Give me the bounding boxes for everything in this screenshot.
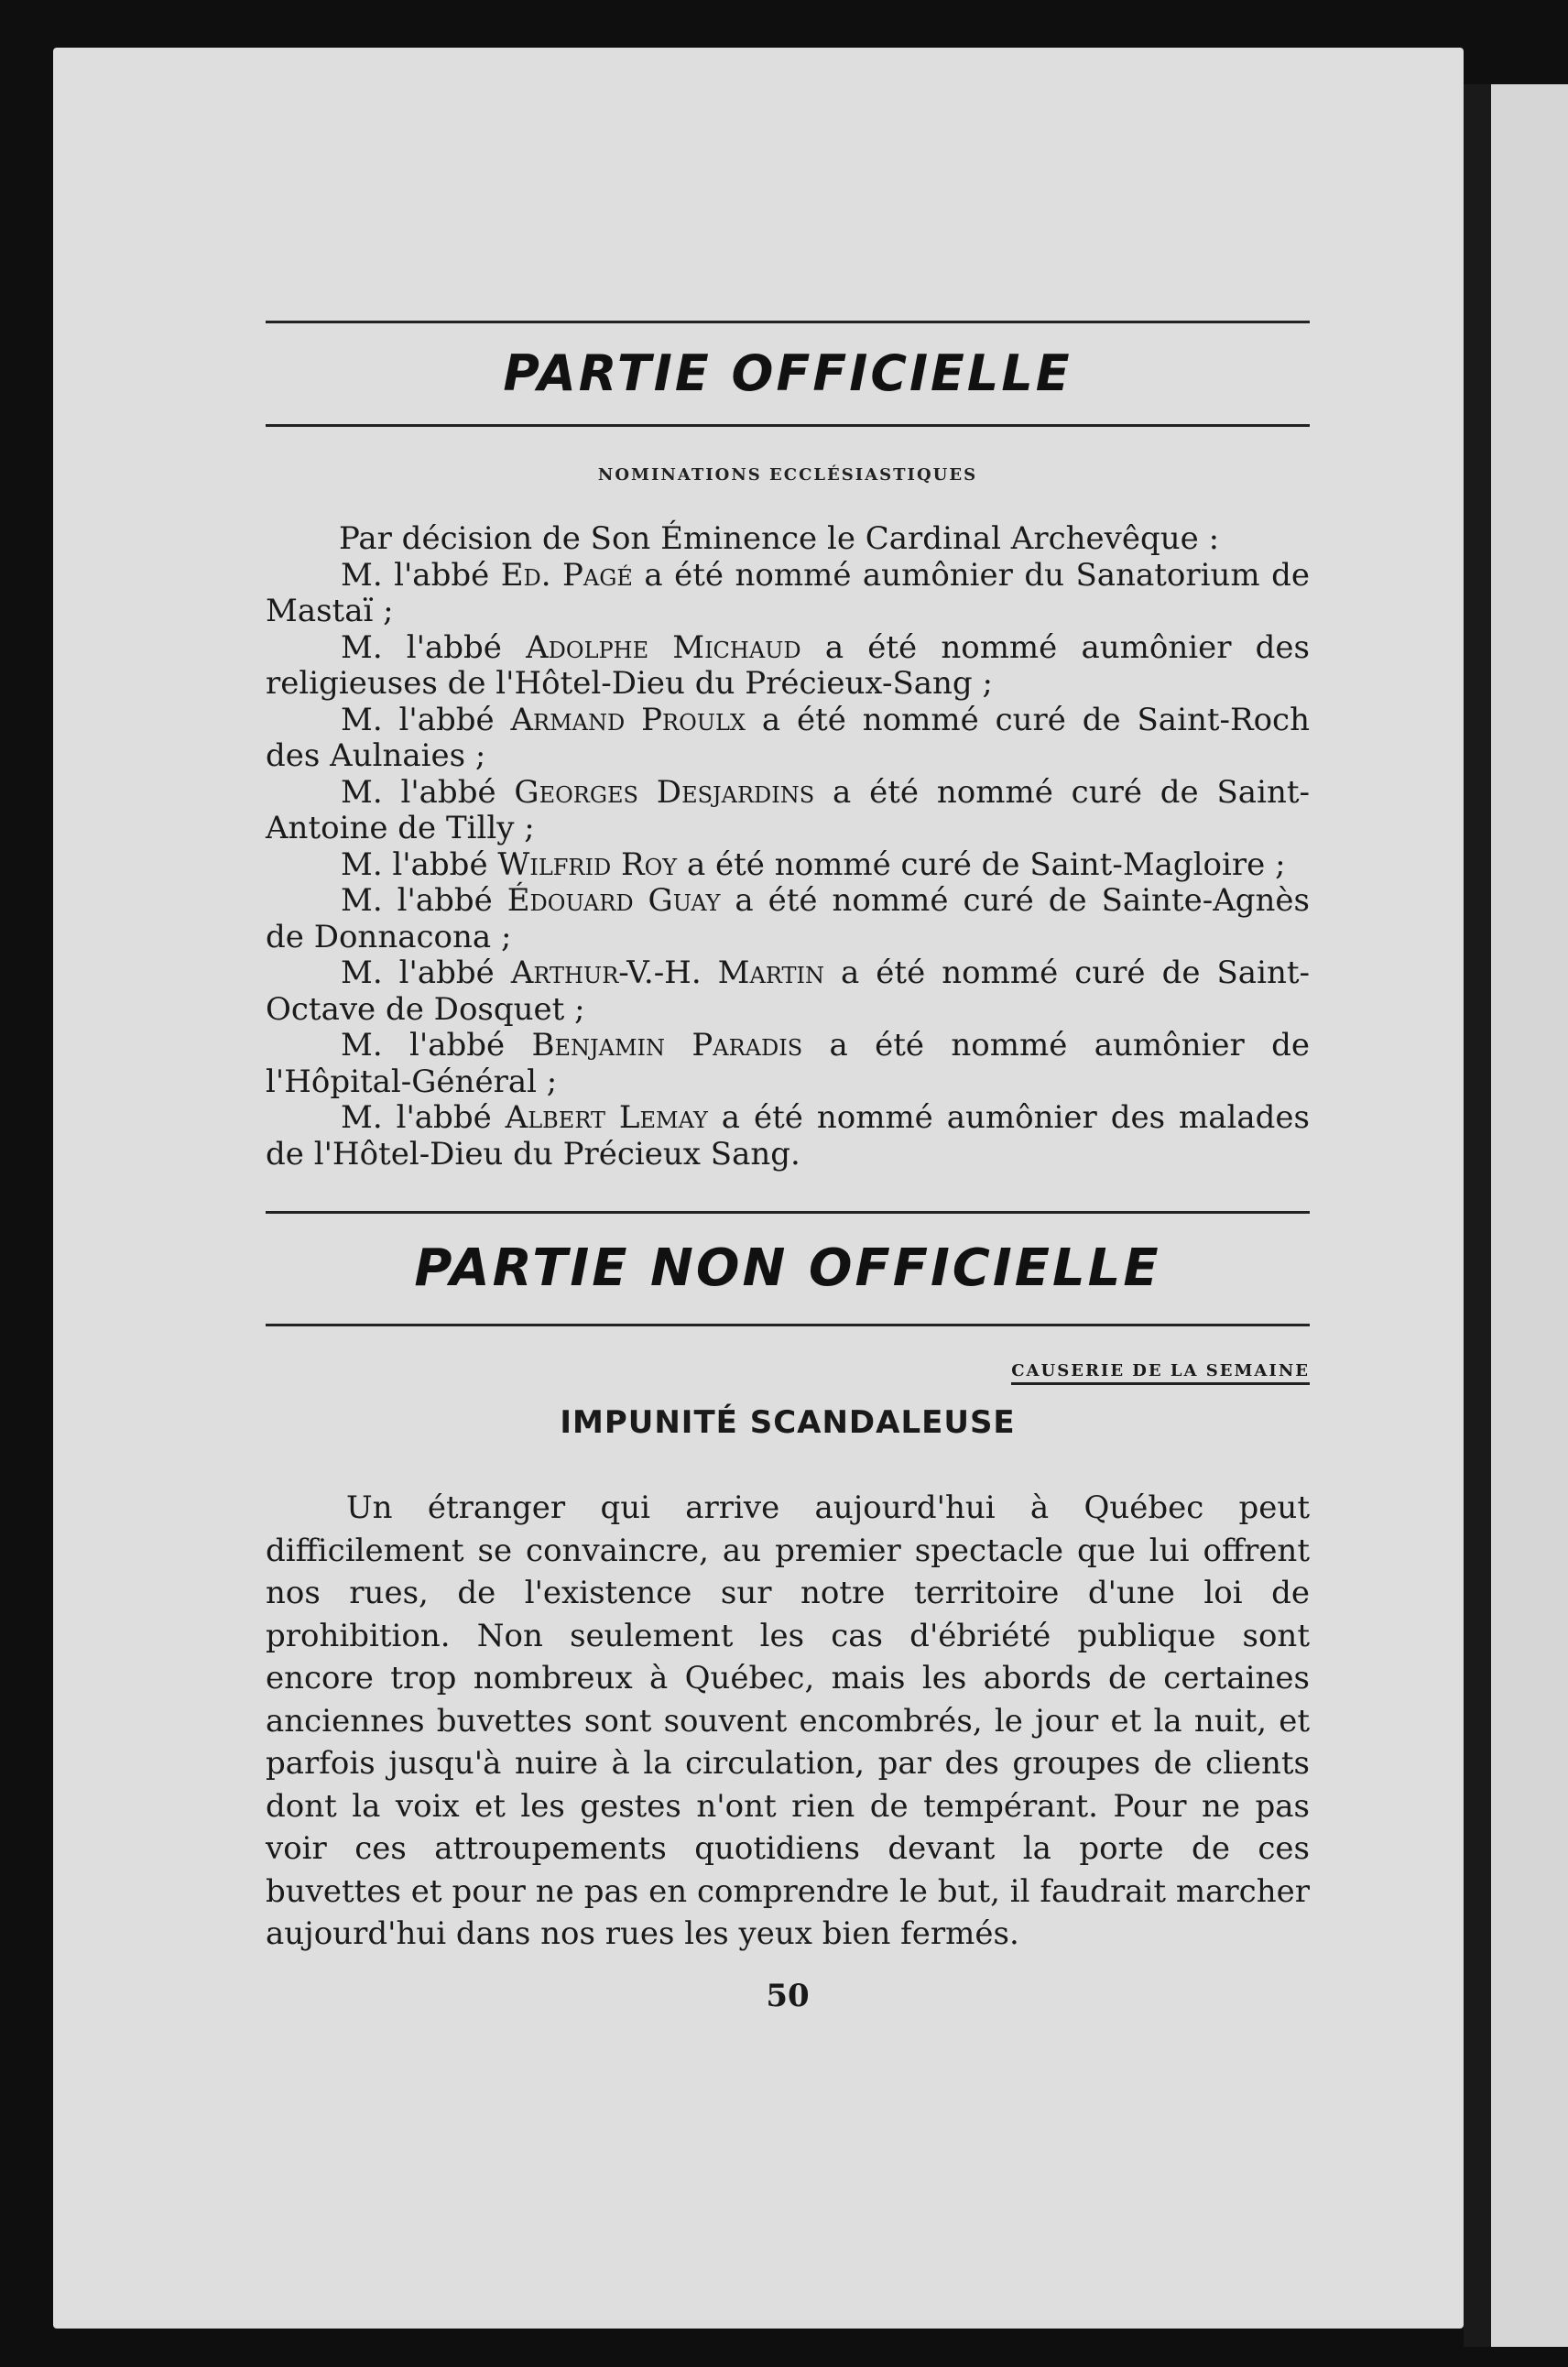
nomination-name: Wilfrid Roy [497, 845, 678, 883]
nomination-item [266, 883, 1310, 955]
nomination-prefix: M. l'abbé [341, 954, 511, 991]
nominations-body [266, 521, 1310, 1173]
adjacent-page-edge [1491, 84, 1568, 2347]
nomination-name: Édouard Guay [506, 882, 721, 919]
nomination-item [266, 1028, 1310, 1100]
nomination-name: Arthur-V.-H. Martin [510, 954, 824, 991]
nomination-prefix: M. l'abbé [341, 556, 501, 594]
nomination-text: a été nommé curé de Saint-Octave de Dosquet ; [266, 954, 1310, 1028]
nomination-prefix: M. l'abbé [341, 701, 511, 738]
nomination-item [266, 558, 1310, 630]
column-rubric [266, 1361, 1310, 1380]
article-body [266, 1487, 1310, 1956]
nomination-text: a été nommé curé de Saint-Magloire ; [677, 845, 1286, 883]
nomination-item [266, 703, 1310, 775]
nomination-item [266, 1100, 1310, 1173]
nomination-name: Armand Proulx [510, 701, 746, 738]
nomination-name: Adolphe Michaud [526, 628, 801, 666]
nomination-text: a été nommé aumônier de l'Hôpital-Général ; [266, 1027, 1310, 1100]
page-content [266, 321, 1310, 2014]
unofficial-section-title: PARTIE NON OFFICIELLE [414, 1238, 1161, 1298]
nomination-name: Benjamin Paradis [531, 1027, 803, 1064]
unofficial-title-rule [266, 1324, 1310, 1326]
nomination-prefix: M. l'abbé [341, 628, 527, 666]
page-gutter [1464, 84, 1491, 2347]
article-paragraph: Un étranger qui arrive aujourd'hui à Québec peut difficilement se convaincre, au premier spectacle que lui offrent nos rues, de l'existence sur notre territoire d'une loi de prohibition. Non seulement les cas d'ébriété publique sont encore trop nombreux à Québec, mais les abords de certaines anciennes buvettes sont souvent encombrés, le jour et la nuit, et parfois jusqu'à nuire à la circulation, par des groupes de clients dont la voix et les gestes n'ont rien de tempérant. Pour ne pas voir ces attroupements quotidiens devant la porte de ces buvettes et pour ne pas en comprendre le but, il faudrait marcher aujourd'hui dans nos rues les yeux bien fermés. [266, 1489, 1310, 1952]
page-number: 50 [766, 1977, 810, 2014]
nomination-item [266, 847, 1310, 884]
nomination-text: a été nommé curé de Sainte-Agnès de Donnacona ; [266, 882, 1310, 955]
nomination-text: a été nommé curé de Saint-Roch des Aulnaies ; [266, 701, 1310, 774]
nomination-prefix: M. l'abbé [341, 882, 507, 919]
nomination-prefix: M. l'abbé [341, 773, 515, 811]
nomination-text: a été nommé aumônier des malades de l'Hôtel-Dieu du Précieux Sang. [266, 1099, 1310, 1173]
article-title: IMPUNITÉ SCANDALEUSE [560, 1404, 1016, 1441]
official-section-title: PARTIE OFFICIELLE [503, 344, 1073, 402]
nominations-subhead: NOMINATIONS ECCLÉSIASTIQUES [597, 465, 978, 485]
nomination-name: Georges Desjardins [514, 773, 815, 811]
nomination-prefix: M. l'abbé [341, 1099, 506, 1136]
nomination-text: a été nommé aumônier des religieuses de l'Hôtel-Dieu du Précieux-Sang ; [266, 628, 1310, 702]
nomination-text: a été nommé aumônier du Sanatorium de Mastaï ; [266, 556, 1310, 629]
nomination-item [266, 955, 1310, 1028]
rubric-label: CAUSERIE DE LA SEMAINE [1011, 1361, 1310, 1385]
nomination-text: a été nommé curé de Saint-Antoine de Tilly ; [266, 773, 1310, 846]
official-title-rule [266, 424, 1310, 427]
nomination-item [266, 775, 1310, 847]
nomination-name: Albert Lemay [505, 1099, 708, 1136]
nominations-intro: Par décision de Son Éminence le Cardinal Archevêque : [339, 520, 1220, 557]
nomination-name: Ed. Pagé [500, 556, 633, 594]
nomination-prefix: M. l'abbé [341, 845, 498, 883]
nomination-prefix: M. l'abbé [341, 1027, 532, 1064]
nomination-item [266, 630, 1310, 703]
